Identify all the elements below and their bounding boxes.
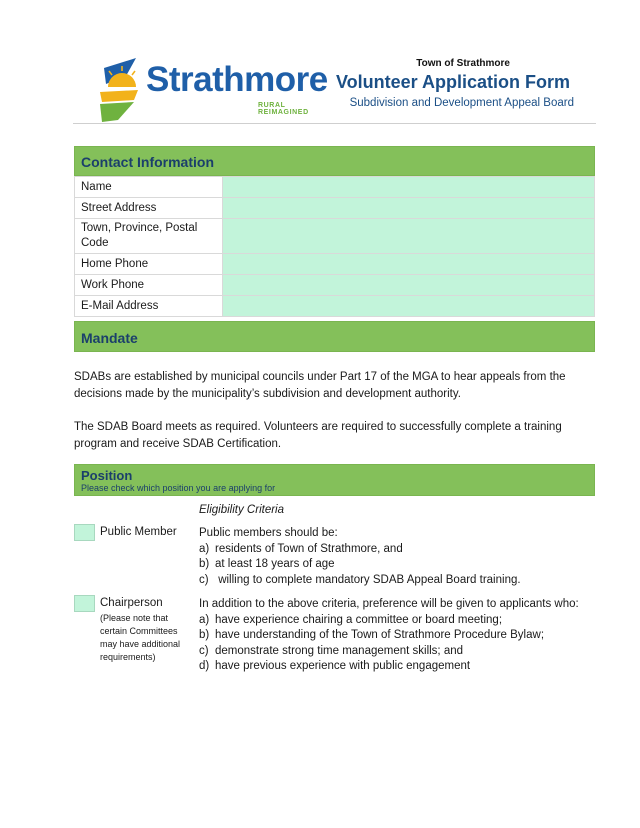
list-marker: b) [199, 629, 210, 641]
chairperson-label: Chairperson [100, 597, 163, 609]
header-divider [73, 123, 596, 124]
street-address-label: Street Address [75, 198, 223, 219]
town-province-postal-field[interactable] [223, 219, 595, 254]
logo-wordmark: Strathmore [146, 60, 328, 99]
list-text: have understanding of the Town of Strathmore Procedure Bylaw; [215, 629, 545, 641]
contact-row-town [75, 219, 595, 254]
form-subtitle: Subdivision and Development Appeal Board [349, 97, 574, 109]
home-phone-field[interactable] [223, 254, 595, 275]
position-heading: Position [81, 468, 133, 483]
chairperson-checkbox[interactable] [74, 595, 95, 612]
work-phone-label: Work Phone [75, 275, 223, 296]
contact-row-name [75, 177, 595, 198]
home-phone-label: Home Phone [75, 254, 223, 275]
list-text: have previous experience with public engagement [215, 660, 471, 672]
list-item [199, 644, 599, 660]
chairperson-criteria [199, 597, 599, 675]
list-marker: c) [199, 573, 209, 586]
list-marker: a) [199, 613, 210, 626]
contact-row-work-phone [75, 275, 595, 296]
street-address-field[interactable] [223, 198, 595, 219]
list-marker: a) [199, 542, 210, 555]
list-text: residents of Town of Strathmore, and [215, 542, 403, 555]
list-text: at least 18 years of age [215, 558, 335, 570]
list-item [199, 557, 599, 573]
eligibility-criteria-heading: Eligibility Criteria [199, 504, 284, 516]
chairperson-note: (Please note that certain Committees may have additional requirements) [100, 613, 181, 662]
work-phone-field[interactable] [223, 275, 595, 296]
list-item [199, 659, 599, 675]
list-item [199, 613, 599, 629]
list-marker: b) [199, 558, 210, 570]
list-item [199, 542, 599, 558]
logo-tagline: RURAL REIMAGINED [258, 102, 309, 116]
contact-section-heading: Contact Information [74, 146, 595, 176]
town-name: Town of Strathmore [416, 58, 510, 69]
list-marker: d) [199, 660, 210, 672]
email-field[interactable] [223, 296, 595, 317]
criteria-intro: Public members should be: [199, 527, 338, 539]
public-member-checkbox[interactable] [74, 524, 95, 541]
position-instructions: Please check which position you are applying for [81, 483, 276, 493]
town-province-postal-label: Town, Province, Postal Code [75, 219, 223, 254]
list-marker: c) [199, 644, 209, 657]
list-text: willing to complete mandatory SDAB Appeal Board training. [215, 573, 521, 586]
list-item [199, 628, 599, 644]
list-text: demonstrate strong time management skills; and [215, 644, 464, 657]
strathmore-logo [98, 54, 330, 124]
mandate-section-heading: Mandate [74, 321, 595, 352]
position-section-heading [74, 464, 595, 496]
name-label: Name [75, 177, 223, 198]
contact-row-email [75, 296, 595, 317]
public-member-criteria [199, 526, 599, 588]
criteria-intro: In addition to the above criteria, preference will be given to applicants who: [199, 598, 579, 610]
mandate-paragraph: SDABs are established by municipal councils under Part 17 of the MGA to hear appeals from the decisions made by the municipality’s subdivision and development authority. [74, 371, 566, 400]
form-title: Volunteer Application Form [335, 72, 570, 92]
list-item [199, 573, 599, 589]
email-label: E-Mail Address [75, 296, 223, 317]
name-field[interactable] [223, 177, 595, 198]
sunrise-emblem-icon [98, 54, 146, 124]
public-member-label: Public Member [100, 526, 177, 538]
contact-row-street [75, 198, 595, 219]
list-text: have experience chairing a committee or board meeting; [215, 613, 503, 626]
mandate-paragraph: The SDAB Board meets as required. Volunteers are required to successfully complete a training program and receive SDAB Certification. [74, 421, 562, 450]
contact-table [74, 176, 595, 317]
contact-row-home-phone [75, 254, 595, 275]
